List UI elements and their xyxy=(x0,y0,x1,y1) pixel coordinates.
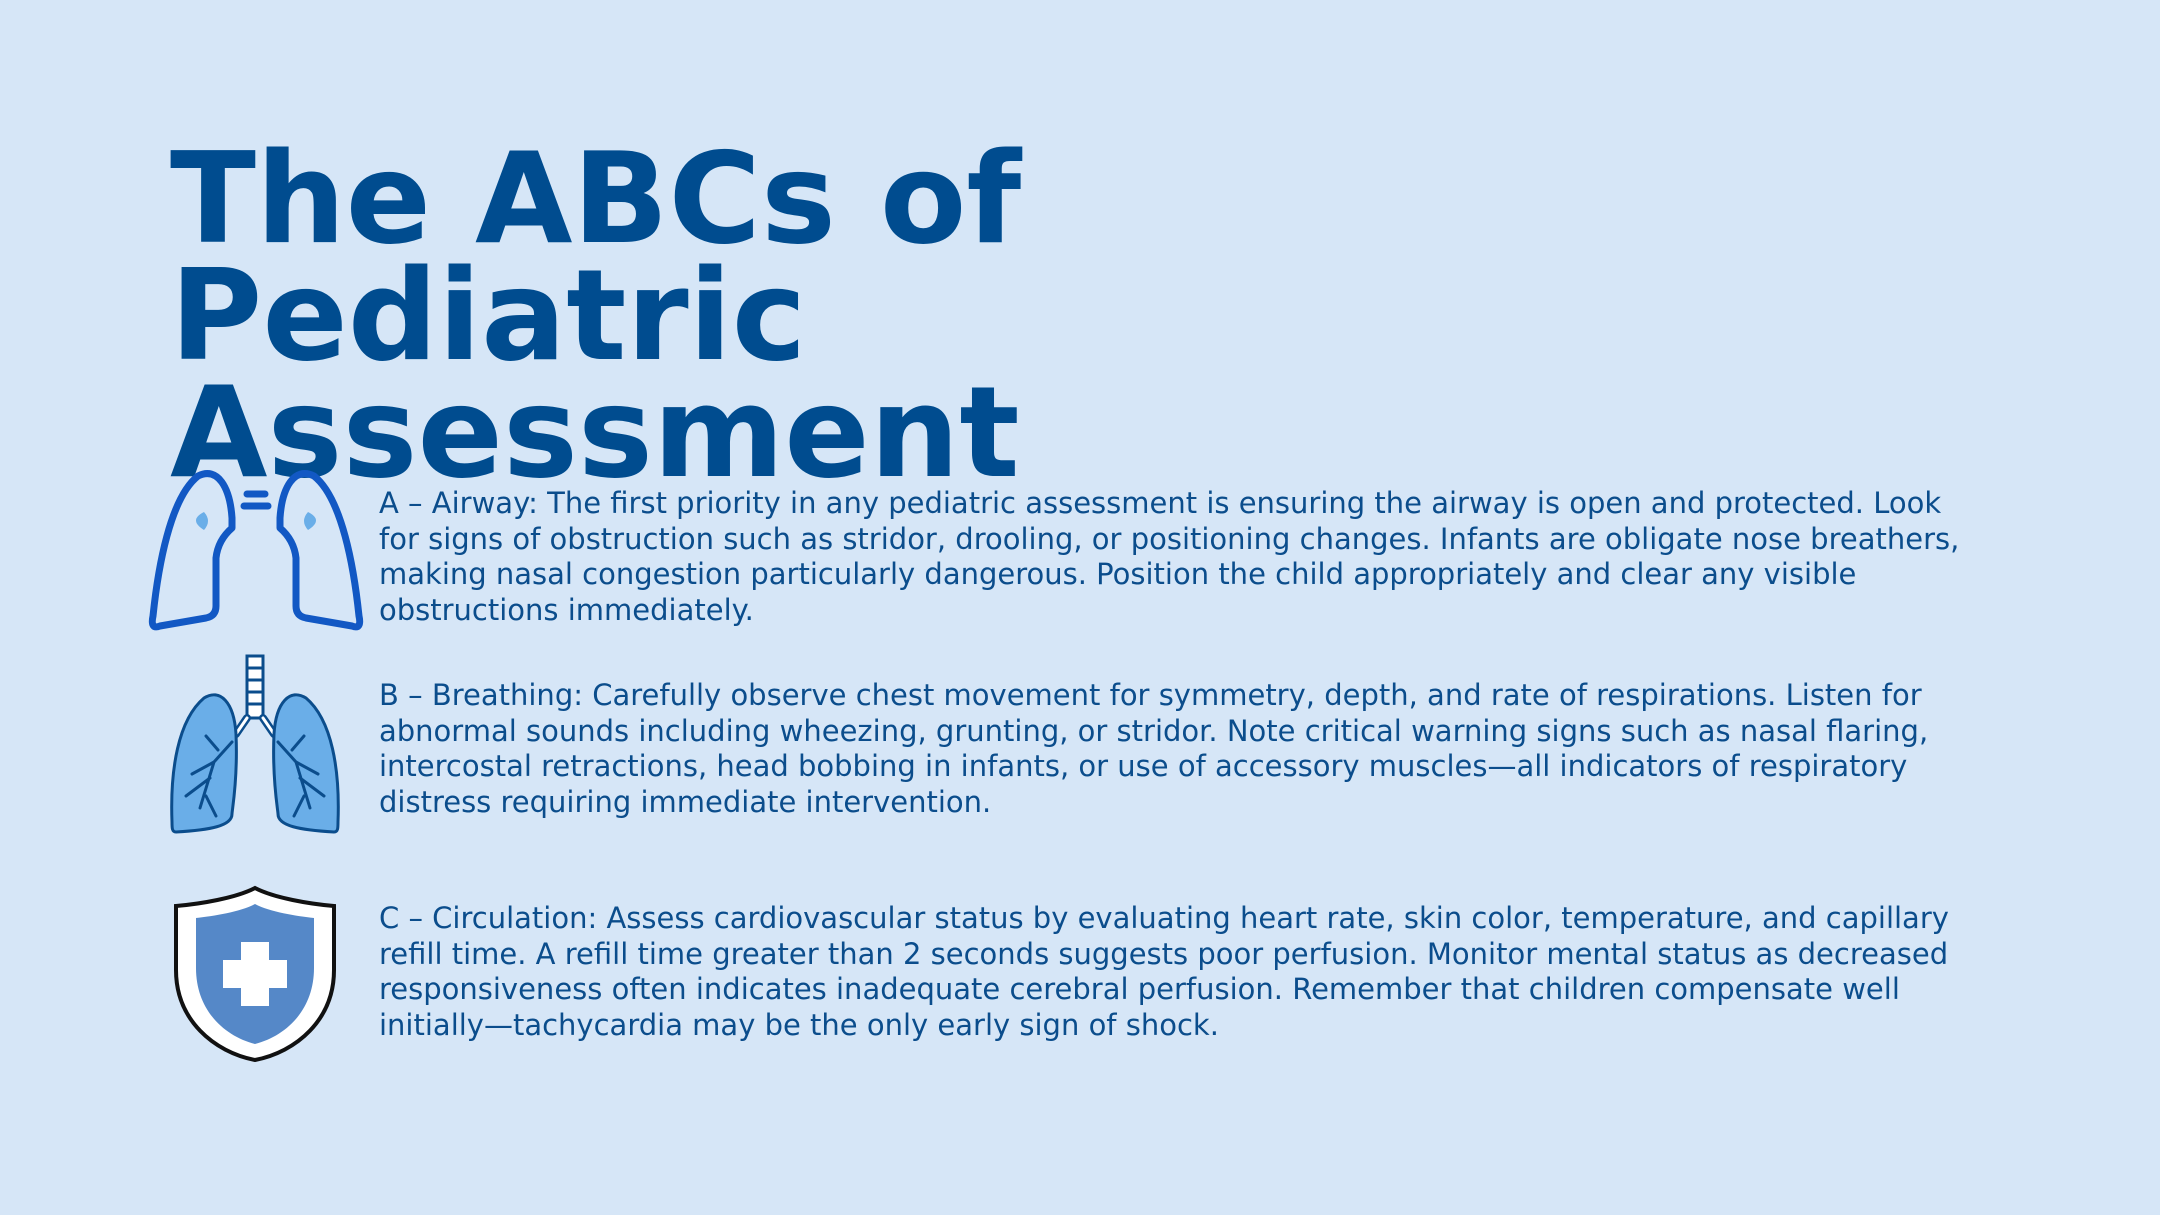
lungs-trachea-icon xyxy=(140,650,370,840)
circulation-paragraph: C – Circulation: Assess cardiovascular status by evaluating heart rate, skin color, temperature, and capillary refill time. A refill time greater than 2 seconds suggests poor perfusion. Monitor mental status as decreased responsiveness often indicates inadequate cerebral perfusion. Remember that children compensate well initially—tachycardia may be the only early sign of shock. xyxy=(379,901,1949,1042)
slide-title: The ABCs of Pediatric Assessment xyxy=(170,125,1022,506)
airway-paragraph: A – Airway: The first priority in any pediatric assessment is ensuring the airway is open and protected. Look for signs of obstruction such as stridor, drooling, or positioning changes. Infants are obligate nose breathers, making nasal congestion particularly dangerous. Position the child appropriately and clear any visible obstructions immediately. xyxy=(379,486,1960,627)
medical-shield-icon xyxy=(140,884,370,1074)
breathing-paragraph: B – Breathing: Carefully observe chest movement for symmetry, depth, and rate of respirations. Listen for abnormal sounds including wheezing, grunting, or stridor. Note critical warning signs such as nasal flaring, intercostal retractions, head bobbing in infants, or use of accessory muscles—all indicators of respiratory distress requiring immediate intervention. xyxy=(379,678,1929,819)
lungs-outline-icon xyxy=(140,468,370,658)
